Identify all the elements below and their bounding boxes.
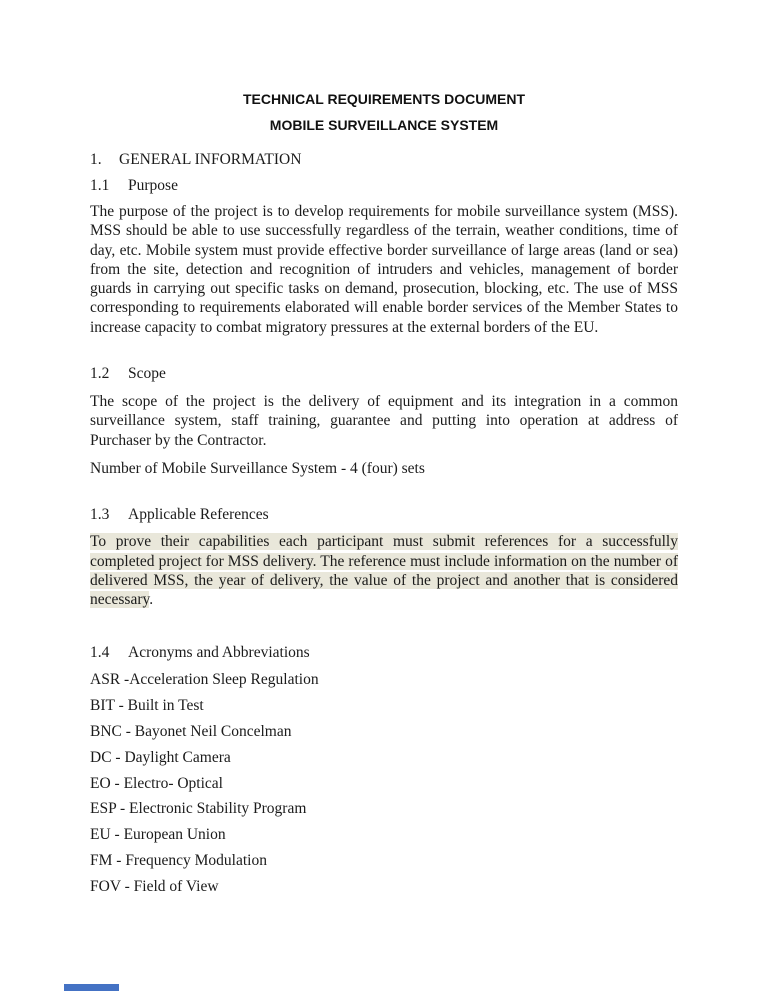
section-1-3-title: Applicable References xyxy=(128,506,269,524)
highlight-suffix: . xyxy=(149,591,154,609)
scope-quantity-line: Number of Mobile Surveillance System - 4 (four) sets xyxy=(90,459,425,477)
scope-paragraph: The scope of the project is the delivery of equipment and its integration in a common surveillance system, staff training, guarantee and putting into operation at address of Purchaser by the Contractor. xyxy=(90,393,678,449)
section-1-4-title: Acronyms and Abbreviations xyxy=(128,644,310,662)
document-title-line1: TECHNICAL REQUIREMENTS DOCUMENT xyxy=(242,91,526,107)
highlighted-text: To prove their capabilities each participant must submit references for a successfully completed project for MSS delivery. The reference must include information on the number of delivered MSS, the year of delivery, the value of the project and another that is considered necessary xyxy=(90,533,678,609)
section-1-1-heading xyxy=(90,176,678,195)
acronym-line-dc: DC - Daylight Camera xyxy=(90,748,231,766)
acronym-line-eo: EO - Electro- Optical xyxy=(90,774,223,792)
section-1-3-heading xyxy=(90,505,678,524)
acronym-line-bnc: BNC - Bayonet Neil Concelman xyxy=(90,723,292,741)
section-1-title: GENERAL INFORMATION xyxy=(119,151,302,168)
section-1-2-heading xyxy=(90,364,678,383)
acronym-line-fm: FM - Frequency Modulation xyxy=(90,852,267,870)
section-1-2-number: 1.2 xyxy=(90,365,110,383)
section-1-4-heading xyxy=(90,643,678,662)
acronym-line-esp: ESP - Electronic Stability Program xyxy=(90,800,307,818)
section-1-number: 1. xyxy=(90,151,102,168)
footer-blue-bar xyxy=(64,984,119,991)
references-paragraph xyxy=(90,532,678,609)
section-1-heading xyxy=(90,150,678,169)
acronym-line-fov: FOV - Field of View xyxy=(90,877,219,895)
purpose-paragraph: The purpose of the project is to develop requirements for mobile surveillance system (MSS). MSS should be able to use successfully regardless of the terrain, weather conditions, time of day, etc. Mobile system must provide effective border surveillance of large areas (land or sea) from the site, detection and recognition of intruders and vehicles, management of border guards in carrying out specific tasks on demand, prosecution, blocking, etc. The use of MSS corresponding to requirements elaborated will enable border services of the Member States to increase capacity to combat migratory pressures at the external borders of the EU. xyxy=(90,203,678,336)
section-1-4-number: 1.4 xyxy=(90,644,110,662)
document-title-line2: MOBILE SURVEILLANCE SYSTEM xyxy=(269,117,499,133)
acronym-line-eu: EU - European Union xyxy=(90,826,226,844)
acronym-line-asr: ASR -Acceleration Sleep Regulation xyxy=(90,671,319,689)
section-1-3-number: 1.3 xyxy=(90,506,110,524)
section-1-2-title: Scope xyxy=(128,365,166,383)
acronym-line-bit: BIT - Built in Test xyxy=(90,697,204,715)
section-1-1-title: Purpose xyxy=(128,177,178,194)
section-1-1-number: 1.1 xyxy=(90,177,110,194)
